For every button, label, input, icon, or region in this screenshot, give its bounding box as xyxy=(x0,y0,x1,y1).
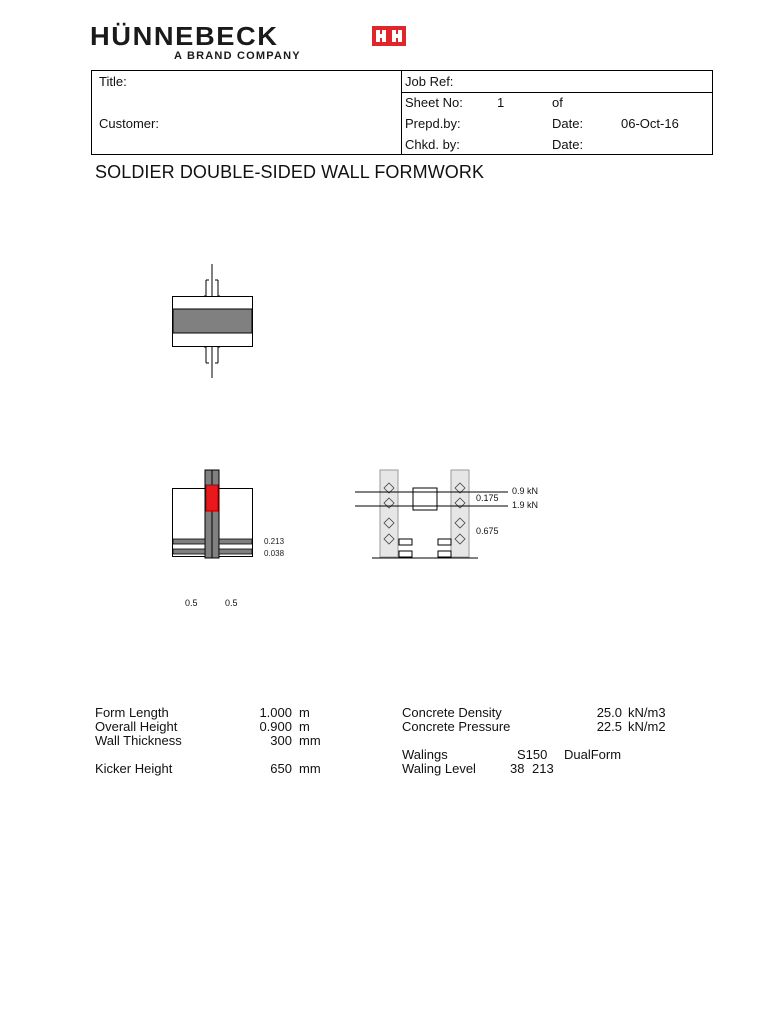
param-value: 650 xyxy=(270,761,292,776)
param-value: 300 xyxy=(270,733,292,748)
walings-label: Walings xyxy=(402,747,448,762)
title-block xyxy=(91,70,713,155)
document-title: SOLDIER DOUBLE-SIDED WALL FORMWORK xyxy=(95,162,485,182)
date-label: Date: xyxy=(552,116,584,131)
waling-level-b: 213 xyxy=(532,761,554,776)
param-value: 1.000 xyxy=(259,705,292,720)
sheet-no-value: 1 xyxy=(497,95,505,110)
param-unit: m xyxy=(299,719,310,734)
prepared-by-label: Prepd.by: xyxy=(405,116,461,131)
param-unit: m xyxy=(299,705,310,720)
sheet-of-label: of xyxy=(552,95,563,110)
waling-level-label: Waling Level xyxy=(402,761,476,776)
param-unit: kN/m3 xyxy=(628,705,666,720)
checked-by-label: Chkd. by: xyxy=(405,137,460,152)
customer-label: Customer: xyxy=(99,116,159,131)
param-label: Concrete Pressure xyxy=(402,719,511,734)
bottom-left-dim: 0.5 xyxy=(185,598,198,608)
param-unit: mm xyxy=(299,733,321,748)
param-label: Concrete Density xyxy=(402,705,502,720)
waling-level-a: 38 xyxy=(510,761,525,776)
param-label: Wall Thickness xyxy=(95,733,182,748)
param-label: Kicker Height xyxy=(95,761,173,776)
param-unit: mm xyxy=(299,761,321,776)
check-date-label: Date: xyxy=(552,137,584,152)
walings-system: DualForm xyxy=(564,747,622,762)
distance-label-2: 0.675 xyxy=(476,526,499,536)
param-label: Overall Height xyxy=(95,719,178,734)
distance-label-1: 0.175 xyxy=(476,493,499,503)
brand-tagline: A BRAND COMPANY xyxy=(174,50,301,62)
param-value: 22.5 xyxy=(596,719,622,734)
bottom-right-dim: 0.5 xyxy=(225,598,238,608)
load-label-top: 0.9 kN xyxy=(512,486,539,496)
load-diagram xyxy=(350,465,550,565)
walings-value: S150 xyxy=(517,747,548,762)
title-label: Title: xyxy=(99,74,127,89)
param-value: 0.900 xyxy=(259,719,292,734)
dim-label-b: 0.038 xyxy=(264,549,285,558)
brand-name: HÜNNEBECK xyxy=(90,21,279,51)
date-value: 06-Oct-16 xyxy=(621,116,679,131)
brand-logo xyxy=(90,22,420,62)
dim-label-a: 0.213 xyxy=(264,537,285,546)
highlight-block xyxy=(206,485,218,511)
plan-view-drawing xyxy=(160,262,270,380)
load-label-bottom: 1.9 kN xyxy=(512,500,539,510)
param-unit: kN/m2 xyxy=(628,719,666,734)
param-value: 25.0 xyxy=(596,705,622,720)
job-ref-label: Job Ref: xyxy=(405,74,454,89)
sheet-no-label: Sheet No: xyxy=(405,95,463,110)
brand-mark-icon xyxy=(372,26,406,46)
param-label: Form Length xyxy=(95,705,169,720)
section-view-drawing xyxy=(160,465,320,565)
